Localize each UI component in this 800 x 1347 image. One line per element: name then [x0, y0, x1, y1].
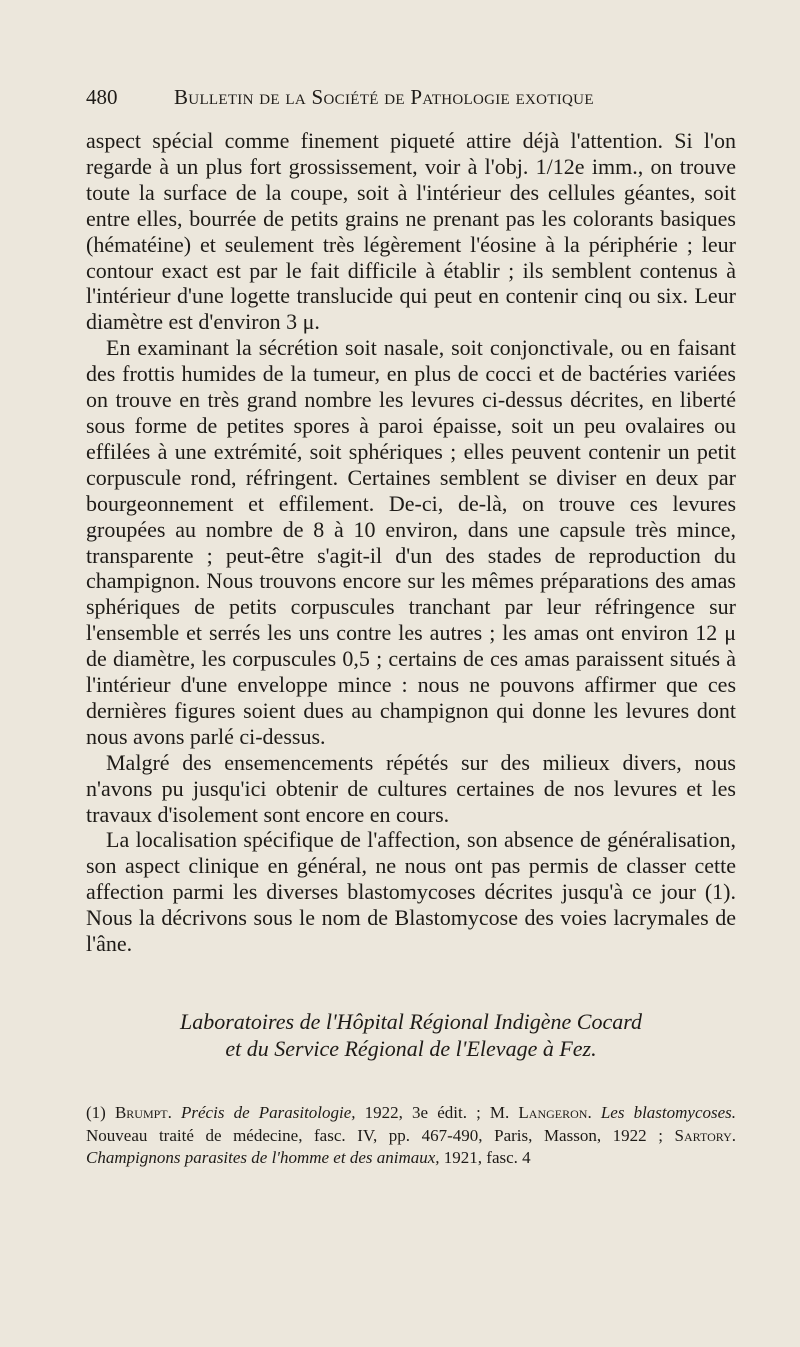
paragraph: La localisation spécifique de l'affection, son absence de généralisation, son aspect clinique en général, ne nous ont pas permis de classer cette affection parmi les diverses blastomycoses décrites jusqu'à ce jour (1). Nous la décrivons sous le nom de Blastomycose des voies lacrymales de l'âne.: [86, 827, 736, 957]
page-number: 480: [86, 85, 118, 109]
paragraph: En examinant la sécrétion soit nasale, soit conjonctivale, ou en faisant des frottis humides de la tumeur, en plus de cocci et de bactéries variées on trouve en très grand nombre les levures ci-dessus décrites, en liberté sous forme de petites spores à paroi épaisse, soit un peu ovalaires ou effilées à une extrémité, soit sphériques ; elles peuvent contenir un petit corpuscule rond, réfringent. Certaines semblent se diviser en deux par bourgeonnement et effilement. De-ci, de-là, on trouve ces levures groupées au nombre de 8 à 10 environ, dans une capsule très mince, transparente ; peut-être s'agit-il d'un des stades de reproduction du champignon. Nous trouvons encore sur les mêmes préparations des amas sphériques de petits corpuscules tranchant par leur réfringence sur l'ensemble et serrés les uns contre les autres ; les amas ont environ 12 μ de diamètre, les corpuscules 0,5 ; certains de ces amas paraissent situés à l'intérieur d'une enveloppe mince : nous ne pouvons affirmer que ces dernières figures soient dues au champignon qui donne les levures dont nous avons parlé ci-dessus.: [86, 335, 736, 749]
affiliation-line: et du Service Régional de l'Elevage à Fez.: [225, 1036, 597, 1061]
affiliation-signature: [86, 1008, 736, 1062]
footnote-author: Sartory.: [674, 1125, 736, 1145]
footnote-marker: (1): [86, 1103, 106, 1122]
paragraph: Malgré des ensemencements répétés sur des milieux divers, nous n'avons pu jusqu'ici obtenir de cultures certaines de nos levures et les travaux d'isolement sont encore en cours.: [86, 749, 736, 827]
affiliation-line: Laboratoires de l'Hôpital Régional Indigène Cocard: [180, 1009, 642, 1034]
footnote-title: Champignons parasites de l'homme et des animaux,: [86, 1148, 440, 1167]
footnote-author: Langeron.: [518, 1103, 592, 1122]
body-text: [86, 128, 736, 957]
footnote-title: Précis de Parasitologie,: [181, 1103, 356, 1122]
footnote-detail: Nouveau traité de médecine, fasc. IV, pp. 467-490, Paris, Masson, 1922 ;: [86, 1125, 663, 1145]
footnote: [86, 1102, 736, 1170]
footnote-detail: 1922, 3e édit. ; M.: [364, 1103, 510, 1122]
page-header: [86, 82, 726, 112]
footnote-title: Les blastomycoses.: [600, 1103, 737, 1122]
running-title: Bulletin de la Société de Pathologie exotique: [174, 85, 594, 109]
footnote-author: Brumpt.: [114, 1103, 172, 1122]
paragraph: aspect spécial comme finement piqueté attire déjà l'attention. Si l'on regarde à un plus fort grossissement, voir à l'obj. 1/12e imm., on trouve toute la surface de la coupe, soit à l'intérieur des cellules géantes, soit entre elles, bourrée de petits grains ne prenant pas les colorants basiques (hématéine) et seulement très légèrement l'éosine à la périphérie ; leur contour exact est par le fait difficile à établir ; ils semblent contenus à l'intérieur d'une logette translucide qui peut en contenir cinq ou six. Leur diamètre est d'environ 3 μ.: [86, 128, 736, 335]
footnote-detail: 1921, fasc. 4: [443, 1148, 531, 1167]
